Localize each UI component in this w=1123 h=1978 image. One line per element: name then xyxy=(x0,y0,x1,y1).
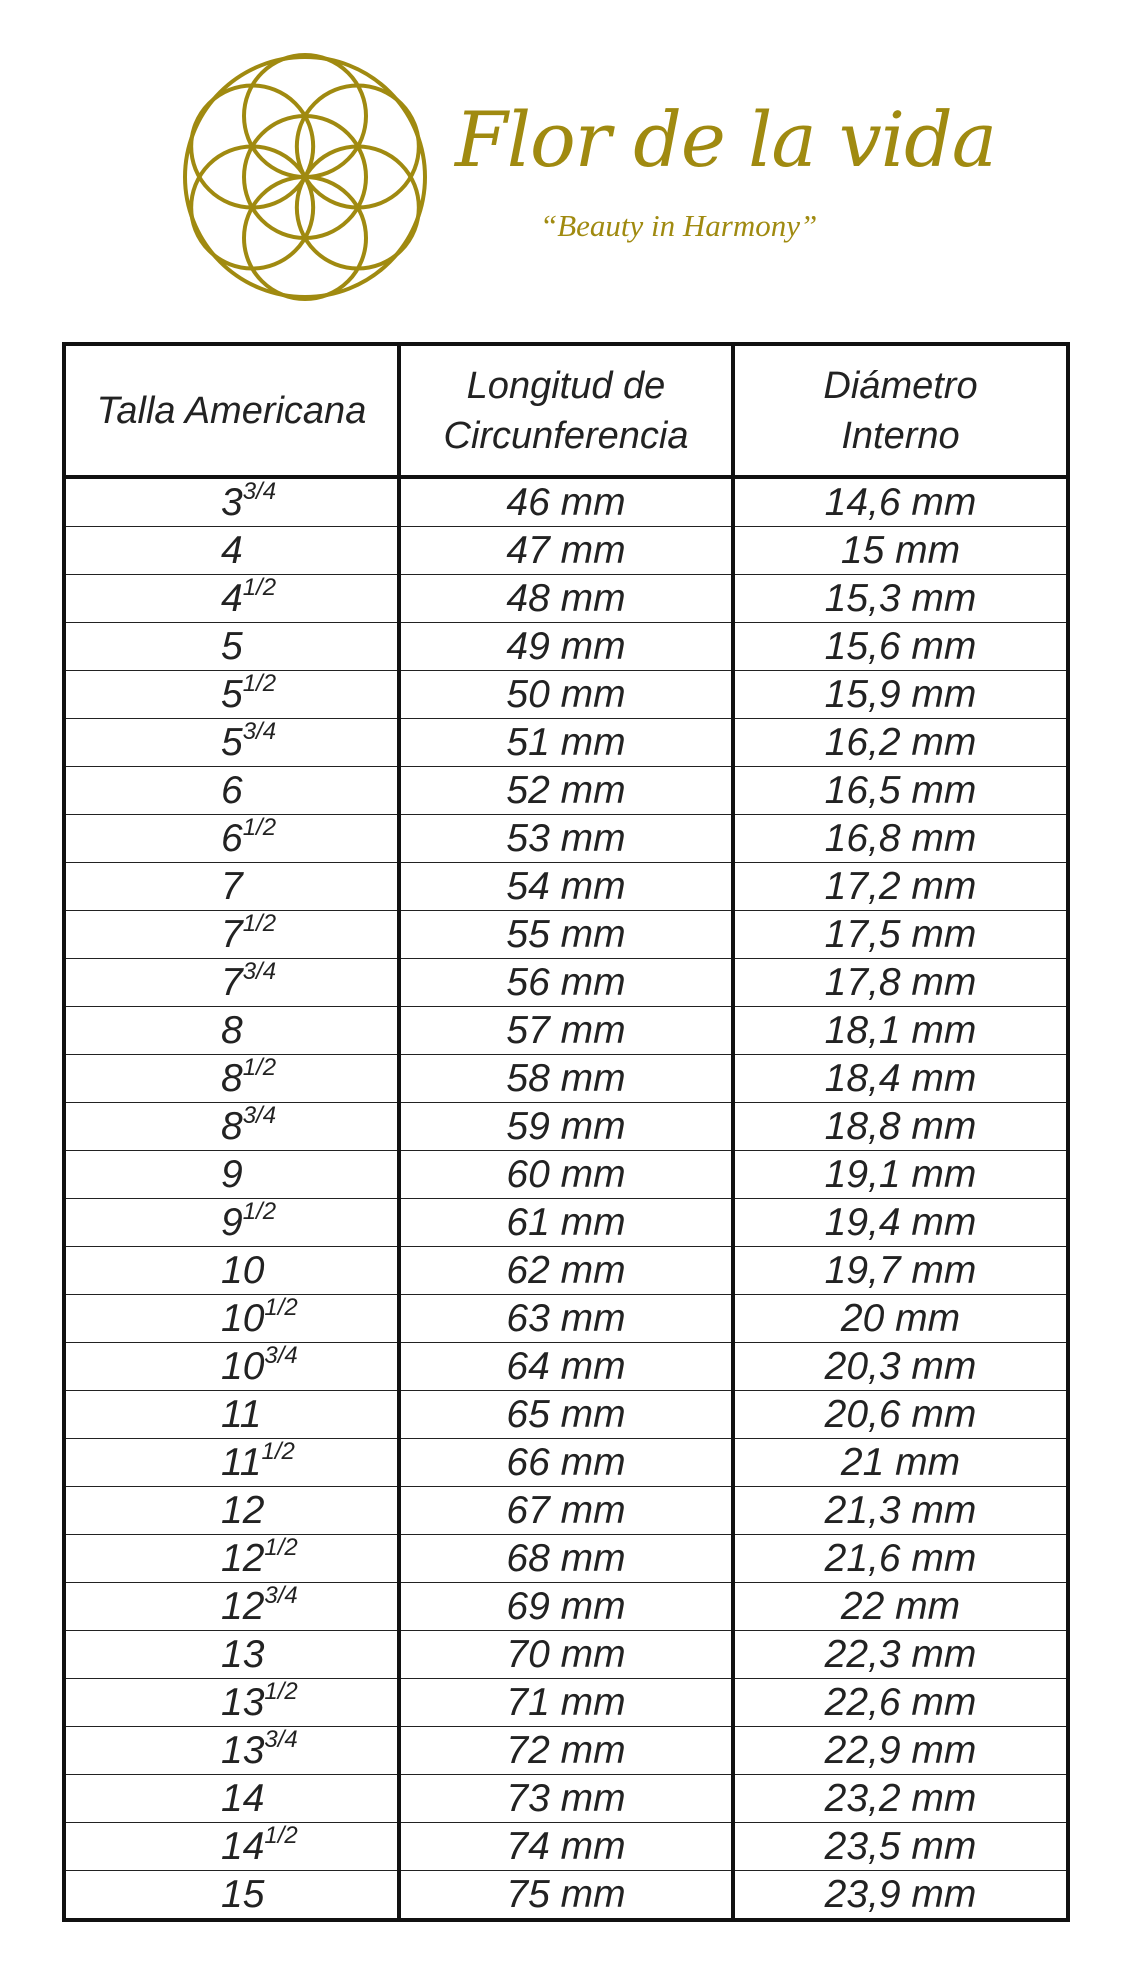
inner-diameter-cell: 19,1 mm xyxy=(733,1151,1068,1199)
us-size-cell xyxy=(64,1151,399,1199)
us-size-cell xyxy=(64,671,399,719)
us-size-fraction: 3/4 xyxy=(264,1342,298,1369)
us-size-whole: 13 xyxy=(221,1632,265,1676)
us-size-whole: 7 xyxy=(221,961,243,1004)
circumference-cell: 48 mm xyxy=(399,575,733,623)
us-size-whole: 9 xyxy=(221,1152,243,1196)
table-row xyxy=(64,1295,1068,1343)
us-size-cell xyxy=(64,815,399,863)
circumference-cell: 63 mm xyxy=(399,1295,733,1343)
us-size-fraction: 1/2 xyxy=(242,574,277,601)
us-size-fraction: 1/2 xyxy=(264,1678,298,1705)
inner-diameter-cell: 23,2 mm xyxy=(733,1775,1068,1823)
table-row xyxy=(64,623,1068,671)
inner-diameter-cell: 20,6 mm xyxy=(733,1391,1068,1439)
us-size-fraction: 1/2 xyxy=(242,1198,277,1225)
table-row xyxy=(64,1247,1068,1295)
us-size-whole: 15 xyxy=(221,1872,265,1916)
inner-diameter-cell: 20 mm xyxy=(733,1295,1068,1343)
table-row xyxy=(64,1583,1068,1631)
us-size-cell xyxy=(64,1727,399,1775)
us-size-fraction: 3/4 xyxy=(242,478,277,505)
circumference-cell: 60 mm xyxy=(399,1151,733,1199)
header-line: Diámetro xyxy=(823,364,978,407)
us-size-fraction: 3/4 xyxy=(264,1582,298,1609)
inner-diameter-cell: 20,3 mm xyxy=(733,1343,1068,1391)
circumference-cell: 64 mm xyxy=(399,1343,733,1391)
inner-diameter-cell: 22,3 mm xyxy=(733,1631,1068,1679)
us-size-fraction: 1/2 xyxy=(242,910,277,937)
circumference-cell: 53 mm xyxy=(399,815,733,863)
us-size-whole: 10 xyxy=(221,1297,265,1340)
circumference-cell: 72 mm xyxy=(399,1727,733,1775)
inner-diameter-cell: 21 mm xyxy=(733,1439,1068,1487)
inner-diameter-cell: 16,2 mm xyxy=(733,719,1068,767)
table-row xyxy=(64,911,1068,959)
us-size-whole: 6 xyxy=(221,768,243,812)
table-row xyxy=(64,1199,1068,1247)
header-circumference xyxy=(399,344,733,477)
us-size-whole: 11 xyxy=(221,1392,262,1436)
us-size-cell xyxy=(64,1247,399,1295)
inner-diameter-cell: 19,7 mm xyxy=(733,1247,1068,1295)
table-row xyxy=(64,1823,1068,1871)
us-size-whole: 5 xyxy=(221,673,243,716)
us-size-cell xyxy=(64,959,399,1007)
table-row xyxy=(64,1103,1068,1151)
us-size-cell xyxy=(64,1343,399,1391)
circumference-cell: 49 mm xyxy=(399,623,733,671)
inner-diameter-cell: 18,4 mm xyxy=(733,1055,1068,1103)
inner-diameter-cell: 23,9 mm xyxy=(733,1871,1068,1921)
us-size-cell xyxy=(64,1055,399,1103)
inner-diameter-cell: 22 mm xyxy=(733,1583,1068,1631)
circumference-cell: 69 mm xyxy=(399,1583,733,1631)
us-size-fraction: 1/2 xyxy=(242,670,277,697)
brand-name: Flor de la vida xyxy=(455,95,997,184)
brand-header xyxy=(0,0,1123,330)
table-row xyxy=(64,1631,1068,1679)
us-size-whole: 3 xyxy=(221,481,243,524)
circumference-cell: 67 mm xyxy=(399,1487,733,1535)
table-row xyxy=(64,1007,1068,1055)
us-size-cell xyxy=(64,575,399,623)
table-row xyxy=(64,1343,1068,1391)
us-size-cell xyxy=(64,1631,399,1679)
us-size-fraction: 3/4 xyxy=(242,718,277,745)
circumference-cell: 65 mm xyxy=(399,1391,733,1439)
table-row xyxy=(64,1871,1068,1921)
us-size-cell xyxy=(64,863,399,911)
inner-diameter-cell: 15,6 mm xyxy=(733,623,1068,671)
us-size-cell xyxy=(64,1007,399,1055)
us-size-whole: 13 xyxy=(221,1729,265,1772)
table-row xyxy=(64,1439,1068,1487)
table-row xyxy=(64,1679,1068,1727)
us-size-cell xyxy=(64,1823,399,1871)
us-size-fraction: 3/4 xyxy=(264,1726,298,1753)
header-inner-diameter xyxy=(733,344,1068,477)
header-line: Talla Americana xyxy=(96,389,367,432)
table-body xyxy=(64,477,1068,1920)
inner-diameter-cell: 22,9 mm xyxy=(733,1727,1068,1775)
circumference-cell: 47 mm xyxy=(399,527,733,575)
table-row xyxy=(64,1535,1068,1583)
us-size-whole: 11 xyxy=(221,1441,262,1484)
us-size-cell xyxy=(64,1487,399,1535)
us-size-whole: 13 xyxy=(221,1681,265,1724)
circumference-cell: 46 mm xyxy=(399,477,733,527)
table-row xyxy=(64,1775,1068,1823)
us-size-cell xyxy=(64,1535,399,1583)
circumference-cell: 51 mm xyxy=(399,719,733,767)
circumference-cell: 62 mm xyxy=(399,1247,733,1295)
us-size-cell xyxy=(64,1103,399,1151)
us-size-whole: 9 xyxy=(221,1201,243,1244)
circumference-cell: 50 mm xyxy=(399,671,733,719)
circumference-cell: 54 mm xyxy=(399,863,733,911)
table-row xyxy=(64,815,1068,863)
table-header-row xyxy=(64,344,1068,477)
ring-size-table xyxy=(62,342,1070,1922)
circumference-cell: 56 mm xyxy=(399,959,733,1007)
table-row xyxy=(64,671,1068,719)
us-size-fraction: 1/2 xyxy=(264,1822,298,1849)
table-row xyxy=(64,575,1068,623)
table-row xyxy=(64,1391,1068,1439)
inner-diameter-cell: 23,5 mm xyxy=(733,1823,1068,1871)
us-size-fraction: 1/2 xyxy=(242,1054,277,1081)
us-size-cell xyxy=(64,1871,399,1921)
us-size-whole: 12 xyxy=(221,1585,265,1628)
circumference-cell: 75 mm xyxy=(399,1871,733,1921)
circumference-cell: 59 mm xyxy=(399,1103,733,1151)
table-row xyxy=(64,1055,1068,1103)
inner-diameter-cell: 17,8 mm xyxy=(733,959,1068,1007)
table-row xyxy=(64,1151,1068,1199)
circumference-cell: 57 mm xyxy=(399,1007,733,1055)
ring-size-table-wrapper xyxy=(62,342,1066,1922)
inner-diameter-cell: 19,4 mm xyxy=(733,1199,1068,1247)
us-size-whole: 10 xyxy=(221,1345,265,1388)
table-row xyxy=(64,767,1068,815)
inner-diameter-cell: 17,5 mm xyxy=(733,911,1068,959)
header-line: Circunferencia xyxy=(443,414,689,457)
us-size-cell xyxy=(64,911,399,959)
us-size-fraction: 1/2 xyxy=(264,1534,298,1561)
us-size-cell xyxy=(64,767,399,815)
us-size-cell xyxy=(64,1199,399,1247)
circumference-cell: 66 mm xyxy=(399,1439,733,1487)
us-size-whole: 10 xyxy=(221,1248,265,1292)
table-row xyxy=(64,527,1068,575)
circumference-cell: 52 mm xyxy=(399,767,733,815)
us-size-whole: 12 xyxy=(221,1537,265,1580)
us-size-whole: 14 xyxy=(221,1825,265,1868)
us-size-whole: 8 xyxy=(221,1105,243,1148)
inner-diameter-cell: 21,3 mm xyxy=(733,1487,1068,1535)
us-size-whole: 7 xyxy=(221,913,243,956)
us-size-cell xyxy=(64,719,399,767)
circumference-cell: 58 mm xyxy=(399,1055,733,1103)
us-size-cell xyxy=(64,1583,399,1631)
inner-diameter-cell: 16,5 mm xyxy=(733,767,1068,815)
us-size-whole: 6 xyxy=(221,817,243,860)
inner-diameter-cell: 15,9 mm xyxy=(733,671,1068,719)
table-row xyxy=(64,959,1068,1007)
us-size-whole: 7 xyxy=(221,864,243,908)
inner-diameter-cell: 18,1 mm xyxy=(733,1007,1068,1055)
us-size-whole: 4 xyxy=(221,577,243,620)
us-size-whole: 14 xyxy=(221,1776,265,1820)
circumference-cell: 71 mm xyxy=(399,1679,733,1727)
us-size-whole: 12 xyxy=(221,1488,265,1532)
circumference-cell: 61 mm xyxy=(399,1199,733,1247)
header-us-size xyxy=(64,344,399,477)
table-row xyxy=(64,863,1068,911)
us-size-cell xyxy=(64,1679,399,1727)
us-size-fraction: 1/2 xyxy=(264,1294,298,1321)
us-size-cell xyxy=(64,1439,399,1487)
us-size-whole: 4 xyxy=(221,528,243,572)
us-size-cell xyxy=(64,1775,399,1823)
inner-diameter-cell: 15,3 mm xyxy=(733,575,1068,623)
inner-diameter-cell: 14,6 mm xyxy=(733,477,1068,527)
table-row xyxy=(64,1727,1068,1775)
us-size-fraction: 1/2 xyxy=(242,814,277,841)
us-size-whole: 8 xyxy=(221,1057,243,1100)
circumference-cell: 74 mm xyxy=(399,1823,733,1871)
inner-diameter-cell: 18,8 mm xyxy=(733,1103,1068,1151)
circumference-cell: 55 mm xyxy=(399,911,733,959)
us-size-cell xyxy=(64,1391,399,1439)
us-size-whole: 5 xyxy=(221,721,243,764)
circumference-cell: 68 mm xyxy=(399,1535,733,1583)
table-row xyxy=(64,477,1068,527)
us-size-fraction: 1/2 xyxy=(261,1438,295,1465)
circumference-cell: 70 mm xyxy=(399,1631,733,1679)
header-line: Longitud de xyxy=(466,364,666,407)
us-size-cell xyxy=(64,623,399,671)
inner-diameter-cell: 22,6 mm xyxy=(733,1679,1068,1727)
us-size-whole: 8 xyxy=(221,1008,243,1052)
inner-diameter-cell: 17,2 mm xyxy=(733,863,1068,911)
header-line: Interno xyxy=(841,414,960,457)
table-row xyxy=(64,719,1068,767)
us-size-fraction: 3/4 xyxy=(242,958,277,985)
us-size-cell xyxy=(64,477,399,527)
inner-diameter-cell: 15 mm xyxy=(733,527,1068,575)
flower-of-life-icon xyxy=(180,52,430,302)
circumference-cell: 73 mm xyxy=(399,1775,733,1823)
inner-diameter-cell: 16,8 mm xyxy=(733,815,1068,863)
us-size-fraction: 3/4 xyxy=(242,1102,277,1129)
us-size-whole: 5 xyxy=(221,624,243,668)
brand-tagline: “Beauty in Harmony” xyxy=(540,208,818,243)
us-size-cell xyxy=(64,527,399,575)
table-row xyxy=(64,1487,1068,1535)
us-size-cell xyxy=(64,1295,399,1343)
inner-diameter-cell: 21,6 mm xyxy=(733,1535,1068,1583)
